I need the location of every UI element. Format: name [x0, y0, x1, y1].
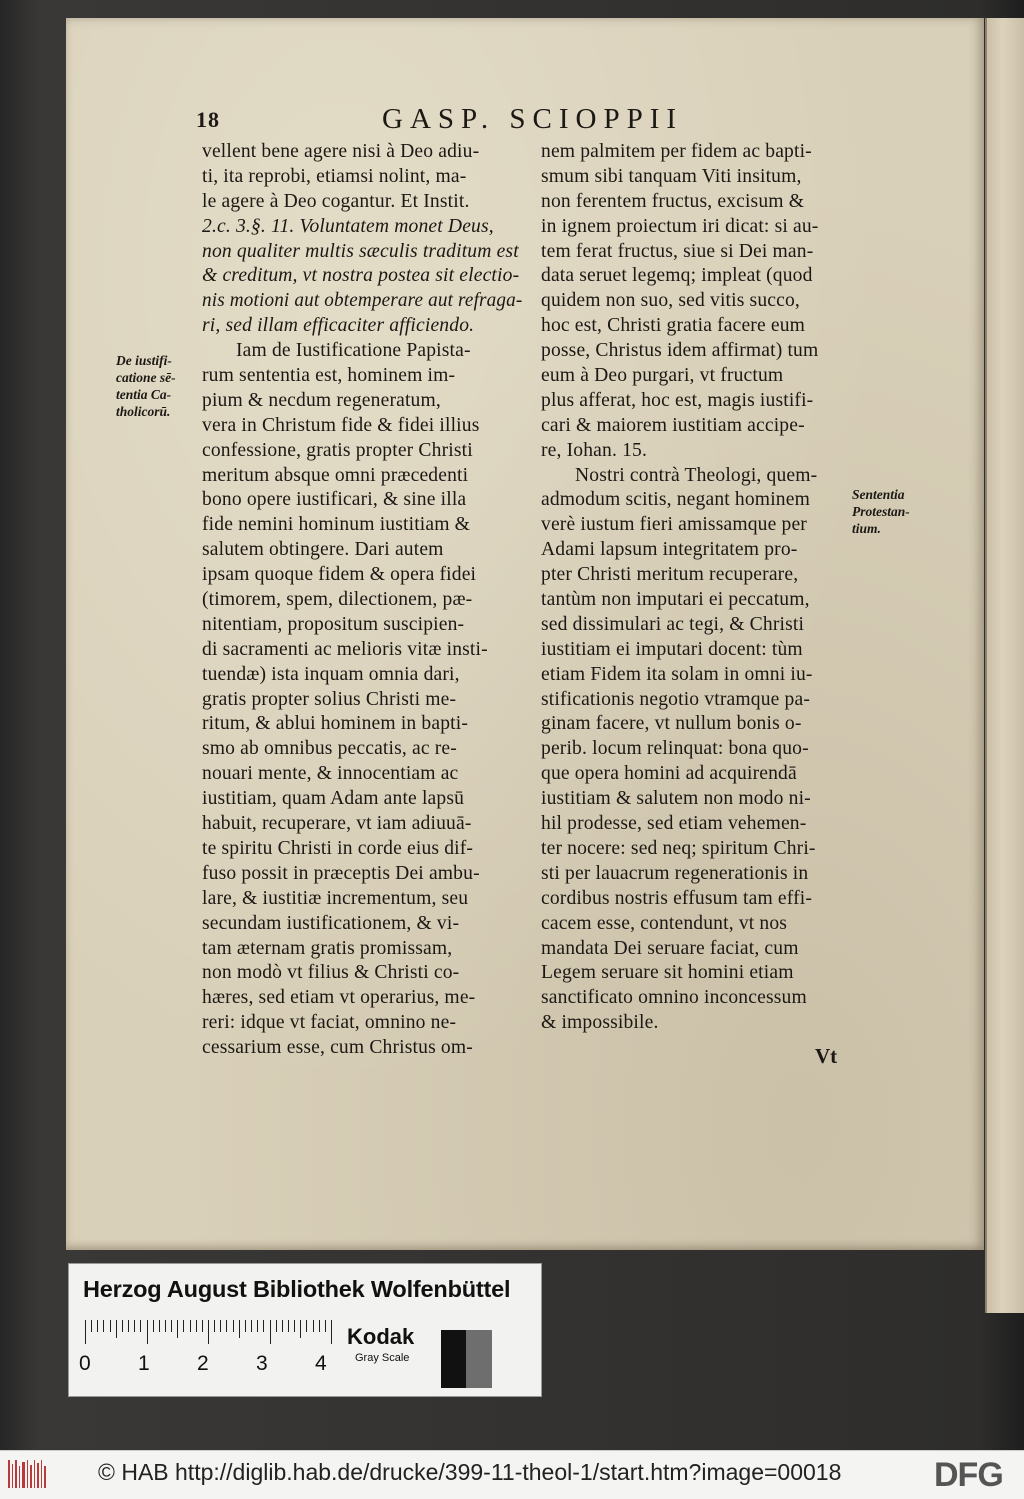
running-head — [196, 103, 716, 143]
text-line: nouari mente, & innocentiam ac — [202, 763, 459, 785]
text-line: tem ferat fructus, siue si Dei man- — [541, 240, 814, 262]
ruler-tick — [331, 1320, 332, 1344]
text-line: iustitiam, quam Adam ante lapsū — [202, 788, 465, 810]
margin-note-line: De iustifi- — [116, 353, 172, 368]
ruler-tick — [202, 1320, 203, 1332]
ruler-tick — [257, 1320, 258, 1332]
ruler-tick — [245, 1320, 246, 1332]
text-line: cari & maiorem iustitiam accipe- — [541, 414, 805, 436]
ruler-tick — [325, 1320, 326, 1332]
margin-note-line: tium. — [852, 521, 881, 536]
margin-note-line: catione sē- — [116, 370, 176, 385]
ruler-number: 2 — [197, 1352, 209, 1375]
text-line: Nostri contrà Theologi, quem- — [575, 464, 818, 486]
text-line: stificationis negotio vtramque pa- — [541, 688, 811, 710]
library-name: Herzog August Bibliothek Wolfenbüttel — [83, 1276, 511, 1302]
text-line: plus afferat, hoc est, magis iustifi- — [541, 389, 814, 411]
ruler-tick — [239, 1320, 240, 1338]
ruler-tick — [313, 1320, 314, 1332]
ruler-tick — [276, 1320, 277, 1332]
text-line: perib. locum relinquat: bona quo- — [541, 738, 809, 760]
copyright-url: © HAB http://diglib.hab.de/drucke/399-11-theol-1/start.htm?image=00018 — [98, 1459, 842, 1485]
running-title: GASP. SCIOPPII — [382, 103, 684, 135]
text-line: fide nemini hominum iustitiam & — [202, 514, 471, 536]
ruler-tick — [196, 1320, 197, 1332]
text-line: vellent bene agere nisi à Deo adiu- — [202, 141, 480, 162]
text-line: & impossibile. — [541, 1012, 659, 1034]
text-line: ti, ita reprobi, etiamsi nolint, ma- — [202, 165, 467, 187]
text-line: iustitiam & salutem non modo ni- — [541, 788, 811, 810]
ruler-tick — [128, 1320, 129, 1332]
gray-patch — [466, 1330, 491, 1388]
text-line: pter Christi meritum recuperare, — [541, 564, 799, 586]
text-line: ri, sed illam efficaciter afficiendo. — [202, 315, 475, 337]
ruler-tick — [171, 1320, 172, 1332]
text-line: nitentiam, propositum suscipien- — [202, 613, 465, 635]
text-line: ritum, & ablui hominem in bapti- — [202, 713, 469, 735]
text-line: secundam iustificationem, & vi- — [202, 912, 460, 934]
text-line: vera in Christum fide & fidei illius — [202, 414, 480, 436]
ruler-tick — [288, 1320, 289, 1332]
ruler-number: 0 — [79, 1352, 91, 1375]
text-line: (timorem, spem, dilectionem, pæ- — [202, 589, 473, 611]
text-line: & creditum, vt nostra postea sit electio- — [202, 265, 520, 287]
ruler-tick — [319, 1320, 320, 1332]
ruler-tick — [103, 1320, 104, 1332]
text-line: sanctificato omnino inconcessum — [541, 987, 807, 1009]
ruler-number: 3 — [256, 1352, 268, 1375]
text-line: non qualiter multis sæculis traditum est — [202, 240, 519, 262]
margin-note-protestant — [852, 486, 942, 537]
text-line: que opera homini ad acquirendā — [541, 763, 797, 785]
ruler-tick — [226, 1320, 227, 1332]
ruler-tick — [177, 1320, 178, 1338]
ruler-tick — [140, 1320, 141, 1332]
ruler-tick — [91, 1320, 92, 1332]
text-line: cessarium esse, cum Christus om- — [202, 1037, 473, 1059]
ruler-tick — [263, 1320, 264, 1332]
text-line: lare, & iustitiæ incrementum, seu — [202, 887, 469, 909]
margin-note-line: Sententia — [852, 487, 905, 502]
ruler-tick — [147, 1320, 148, 1344]
text-line: 2.c. 3.§. 11. Voluntatem monet Deus, — [202, 215, 494, 237]
text-line: Legem seruare sit homini etiam — [541, 962, 794, 984]
text-line: nem palmitem per fidem ac bapti- — [541, 141, 812, 162]
footer-bar — [0, 1450, 1024, 1499]
text-line: rum sententia est, hominem im- — [202, 365, 456, 387]
text-line: non modò vt filius & Christi co- — [202, 962, 460, 984]
text-line: admodum scitis, negant hominem — [541, 489, 810, 511]
text-line: Iam de Iustificatione Papista- — [236, 340, 471, 362]
ruler-tick — [214, 1320, 215, 1332]
text-line: hoc est, Christi gratia facere eum — [541, 315, 806, 337]
text-line: re, Iohan. 15. — [541, 439, 648, 461]
text-line: di sacramenti ac melioris vitæ insti- — [202, 638, 488, 660]
ruler-tick — [134, 1320, 135, 1332]
ruler-tick — [153, 1320, 154, 1332]
text-line: pium & necdum regeneratum, — [202, 389, 441, 411]
ruler-tick — [183, 1320, 184, 1332]
ruler-tick — [251, 1320, 252, 1332]
gray-patch — [492, 1330, 517, 1388]
text-line: cordibus nostris effusum tam effi- — [541, 887, 813, 909]
text-line: sti per lauacrum regenerationis in — [541, 862, 809, 884]
text-line: ter nocere: sed neq; spiritum Chri- — [541, 837, 816, 859]
ruler-tick — [294, 1320, 295, 1332]
text-line: te spiritu Christi in corde eius dif- — [202, 837, 474, 859]
text-line: smum sibi tanquam Viti insitum, — [541, 165, 802, 187]
text-line: le agere à Deo cogantur. Et Instit. — [202, 190, 470, 212]
text-line: tantùm non imputari ei peccatum, — [541, 589, 810, 611]
text-line: mandata Dei seruare faciat, cum — [541, 937, 799, 959]
margin-note-line: tentia Ca- — [116, 387, 172, 402]
ruler-tick — [116, 1320, 117, 1338]
text-line: ginam facere, vt nullum bonis o- — [541, 713, 802, 735]
ruler-tick — [270, 1320, 271, 1344]
ruler-tick — [159, 1320, 160, 1332]
text-line: non ferentem fructus, excisum & — [541, 190, 805, 212]
text-line: fuso possit in præceptis Dei ambu- — [202, 862, 480, 884]
text-column-right — [541, 140, 847, 1036]
text-line: verè iustum fieri amissamque per — [541, 514, 807, 536]
text-line: salutem obtingere. Dari autem — [202, 539, 444, 561]
text-line: tam æternam gratis promissam, — [202, 937, 453, 959]
text-column-left — [202, 140, 522, 1061]
catchword: Vt — [815, 1044, 838, 1068]
margin-note-catholic — [116, 352, 206, 420]
text-line: posse, Christus idem affirmat) tum — [541, 340, 819, 362]
text-line: iustitiam ei imputari docent: tùm — [541, 638, 803, 660]
text-line: Adami lapsum integritatem pro- — [541, 539, 798, 561]
margin-note-line: tholicorū. — [116, 404, 171, 419]
kodak-logo: Kodak — [347, 1324, 415, 1349]
page-number: 18 — [196, 107, 220, 132]
ruler-tick — [85, 1320, 86, 1344]
ruler-tick — [165, 1320, 166, 1332]
text-line: in ignem proiectum iri dicat: si au- — [541, 215, 819, 237]
text-line: reri: idque vt faciat, omnino ne- — [202, 1012, 457, 1034]
dfg-logo: DFG — [934, 1456, 1003, 1494]
ruler-tick — [190, 1320, 191, 1332]
text-line: meritum absque omni præcedenti — [202, 464, 469, 486]
ruler-tick — [110, 1320, 111, 1332]
gray-patch — [441, 1330, 466, 1388]
text-line: gratis propter solius Christi me- — [202, 688, 457, 710]
ruler-tick — [97, 1320, 98, 1332]
text-line: cacem esse, contendunt, vt nos — [541, 912, 788, 934]
ruler-tick — [233, 1320, 234, 1332]
facing-page-edge — [985, 18, 1024, 1313]
ruler-tick — [300, 1320, 301, 1338]
ruler-number: 4 — [315, 1352, 327, 1375]
barcode-icon — [8, 1460, 48, 1488]
text-line: hæres, sed etiam vt operarius, me- — [202, 987, 476, 1009]
text-line: smo ab omnibus peccatis, ac re- — [202, 738, 457, 760]
ruler-tick — [306, 1320, 307, 1332]
text-line: eum à Deo purgari, vt fructum — [541, 365, 784, 387]
text-line: etiam Fidem ita solam in omni iu- — [541, 663, 813, 685]
text-line: habuit, recuperare, vt iam adiuuā- — [202, 813, 472, 835]
text-line: quidem non suo, sed vitis succo, — [541, 290, 800, 312]
margin-note-line: Protestan- — [852, 504, 910, 519]
ruler-tick — [208, 1320, 209, 1344]
text-line: nis motioni aut obtemperare aut refraga- — [202, 290, 523, 312]
ruler-tick — [122, 1320, 123, 1332]
text-line: tuendæ) ista inquam omnia dari, — [202, 663, 460, 685]
text-line: bono opere iustificari, & sine illa — [202, 489, 467, 511]
text-line: sed dissimulari ac tegi, & Christi — [541, 613, 805, 635]
ruler-tick — [282, 1320, 283, 1332]
text-line: ipsam quoque fidem & opera fidei — [202, 564, 477, 586]
library-label — [68, 1263, 542, 1397]
ruler-tick — [220, 1320, 221, 1332]
text-line: hil prodesse, sed etiam vehemen- — [541, 813, 807, 835]
text-line: confessione, gratis propter Christi — [202, 439, 473, 461]
text-line: data seruet legemq; impleat (quod — [541, 265, 813, 287]
gray-scale-patches — [441, 1330, 517, 1388]
gray-scale-caption: Gray Scale — [355, 1352, 410, 1364]
ruler-number: 1 — [138, 1352, 150, 1375]
